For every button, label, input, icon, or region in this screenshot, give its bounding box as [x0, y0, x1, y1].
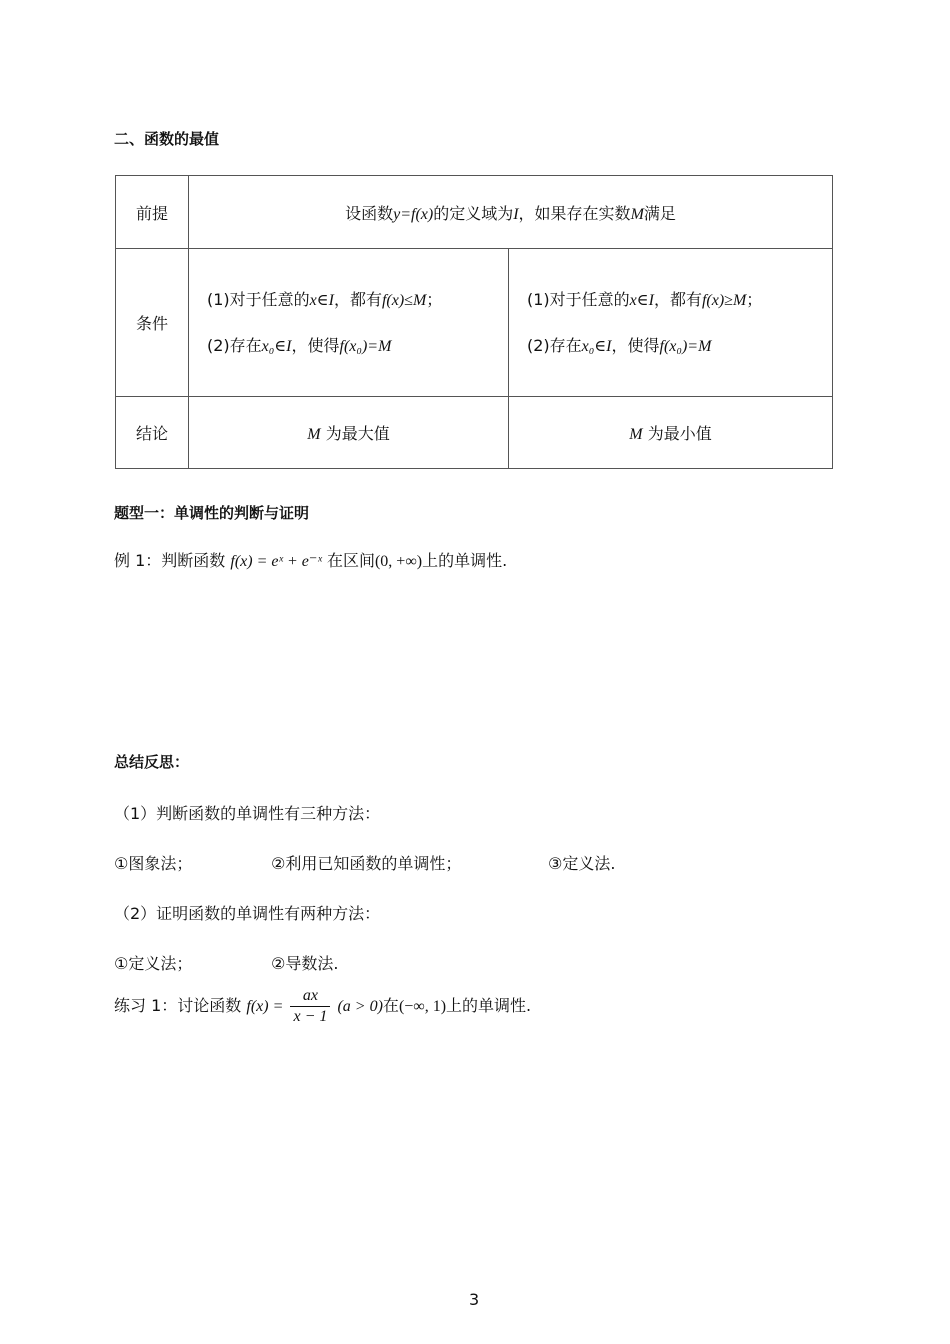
method-1a: ①图象法；: [114, 854, 193, 873]
fraction-numerator: ax: [290, 986, 330, 1007]
min-conclusion: 为最小值: [647, 424, 712, 443]
exercise1-mid: 在: [382, 996, 399, 1015]
premise-M: M: [630, 205, 644, 223]
summary-1: （1）判断函数的单调性有三种方法：: [114, 804, 381, 823]
label-condition: 条件: [116, 249, 189, 397]
premise-func: y=f(x): [393, 205, 434, 223]
section-title: 二、函数的最值: [114, 130, 220, 148]
example1-interval: (0, +∞): [374, 553, 423, 570]
max-cond1-post: ；: [426, 289, 443, 309]
fraction-denominator: x − 1: [293, 1008, 328, 1025]
table-row-conclusion: [116, 397, 833, 469]
max-cond1: [207, 277, 507, 323]
exercise-1: [114, 986, 531, 1027]
example1-mid: 在区间: [326, 551, 375, 570]
method-2b: ②导数法.: [271, 954, 339, 973]
summary-2: （2）证明函数的单调性有两种方法：: [114, 904, 381, 923]
premise-domain: I: [513, 205, 519, 223]
exercise1-func-lhs: f(x) =: [246, 998, 284, 1015]
max-cond1-pre: (1)对于任意的: [207, 289, 310, 309]
premise-mid2: ，如果存在实数: [518, 203, 631, 223]
example1-post: 上的单调性.: [422, 551, 508, 570]
min-cond2-pre: (2)存在: [527, 335, 582, 355]
min-cond2: [527, 323, 831, 369]
method-2a: ①定义法；: [114, 954, 193, 973]
exercise1-fraction: [290, 986, 330, 1027]
table-row-premise: [116, 176, 833, 249]
label-premise: 前提: [116, 176, 189, 249]
max-conclusion: 为最大值: [325, 424, 390, 443]
max-cond1-math1: x∈I: [309, 291, 334, 309]
exercise1-pre: 练习 1：讨论函数: [114, 996, 242, 1015]
max-cond2-math1: x₀∈I: [261, 337, 292, 355]
premise-cell: [189, 176, 833, 249]
max-cond2-math2: f(x₀)=M: [339, 337, 392, 355]
type1-title: 题型一：单调性的判断与证明: [114, 504, 310, 522]
min-cond1-math1: x∈I: [629, 291, 654, 309]
min-conclusion-cell: [509, 397, 833, 469]
min-cond2-mid: ，使得: [611, 335, 660, 355]
max-cond2-pre: (2)存在: [207, 335, 262, 355]
min-cond1-post: ；: [746, 289, 763, 309]
page-number: 3: [469, 1290, 480, 1309]
min-cond1-pre: (1)对于任意的: [527, 289, 630, 309]
example1-pre: 例 1：判断函数: [114, 551, 226, 570]
min-cond1-math2: f(x)≥M: [701, 291, 747, 309]
method-1b: ②利用已知函数的单调性；: [271, 854, 462, 873]
label-conclusion: 结论: [116, 397, 189, 469]
exercise1-post: 上的单调性.: [446, 996, 532, 1015]
exercise1-interval: (−∞, 1): [398, 998, 447, 1015]
table-row-condition: [116, 249, 833, 397]
example-1: [114, 548, 507, 571]
min-cond2-math1: x₀∈I: [581, 337, 612, 355]
min-M: M: [629, 426, 643, 443]
method-1c: ③定义法.: [548, 854, 616, 873]
max-conclusion-cell: [189, 397, 509, 469]
min-cond2-math2: f(x₀)=M: [659, 337, 712, 355]
min-cond1: [527, 277, 831, 323]
max-cond2: [207, 323, 507, 369]
min-condition-cell: [509, 249, 833, 397]
max-min-table: [115, 175, 833, 469]
max-cond1-mid: ，都有: [333, 289, 382, 309]
max-cond2-mid: ，使得: [291, 335, 340, 355]
premise-pre: 设函数: [345, 203, 394, 223]
exercise1-condition: (a > 0): [337, 998, 383, 1015]
example1-func: f(x) = eˣ + e⁻ˣ: [230, 553, 322, 570]
max-M: M: [307, 426, 321, 443]
premise-mid: 的定义域为: [433, 203, 514, 223]
premise-post: 满足: [643, 203, 676, 223]
min-cond1-mid: ，都有: [653, 289, 702, 309]
max-cond1-math2: f(x)≤M: [381, 291, 427, 309]
summary-title: 总结反思：: [114, 753, 190, 771]
max-condition-cell: [189, 249, 509, 397]
